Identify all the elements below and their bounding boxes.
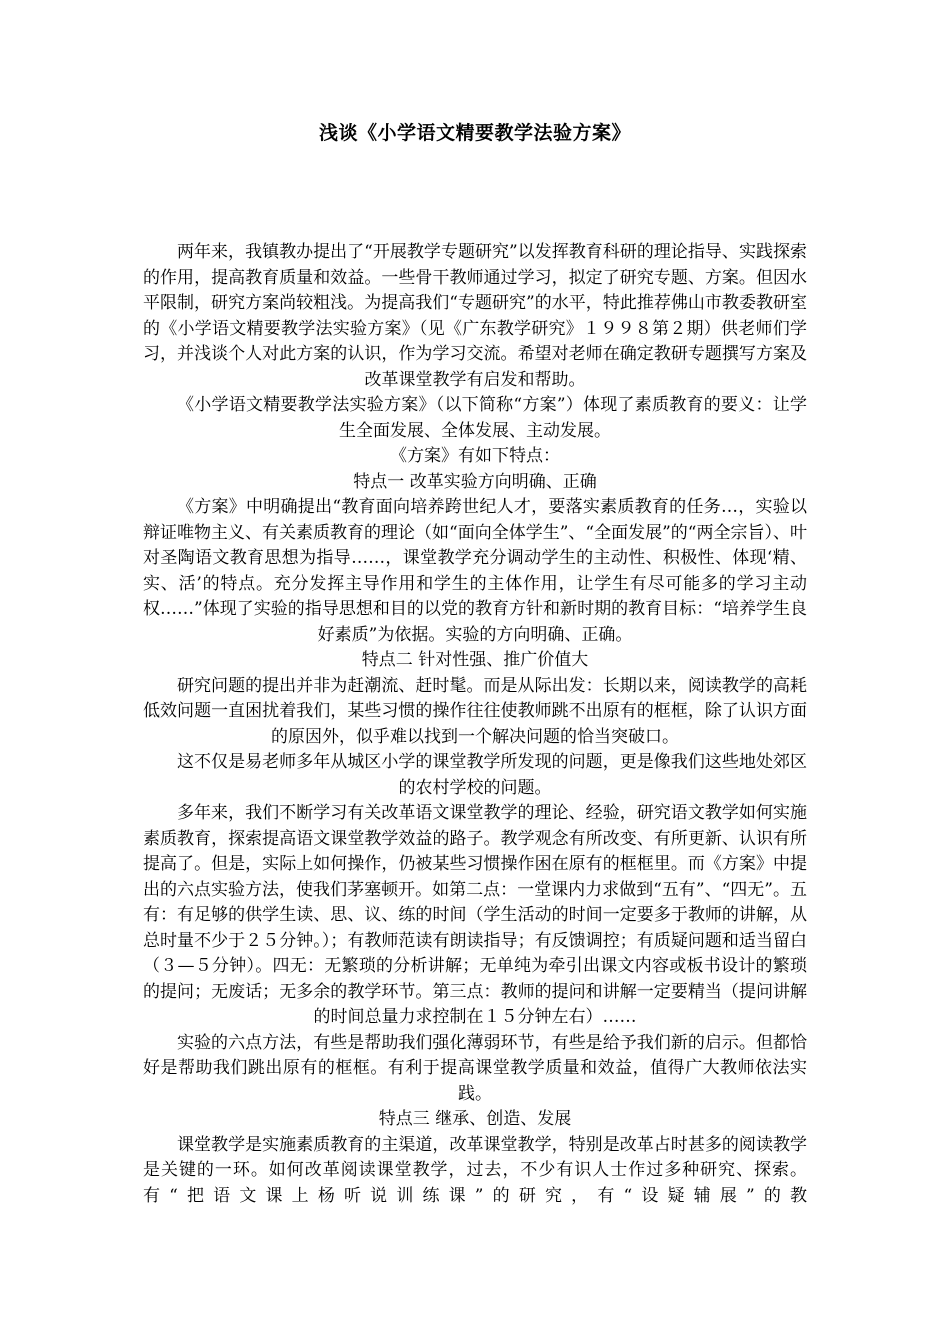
paragraph-feature-2d: 实验的六点方法，有些是帮助我们强化薄弱环节，有些是给予我们新的启示。但都恰好是帮助我们跳出原有的框框。有利于提高课堂教学质量和效益，值得广大教师依法实践。 [143, 1032, 807, 1104]
section-heading-2: 特点二 针对性强、推广价值大 [361, 650, 589, 670]
paragraph-feature-2b: 这不仅是易老师多年从城区小学的课堂教学所发现的问题，更是像我们这些地处郊区的农村学校的问题。 [177, 752, 807, 798]
document-body [143, 240, 807, 1209]
section-heading-3: 特点三 继承、创造、发展 [378, 1109, 572, 1129]
document-page [143, 118, 807, 1209]
paragraph-feature-3: 课堂教学是实施素质教育的主渠道，改革课堂教学，特别是改革占时甚多的阅读教学是关键的一环。如何改革阅读课堂教学，过去，不少有识人士作过多种研究、探索。有“把语文课上杨听说训练课”的研究，有“设疑辅展”的教 [143, 1134, 807, 1206]
paragraph-summary: 《小学语文精要教学法实验方案》（以下简称“方案”）体现了素质教育的要义：让学生全面发展、全体发展、主动发展。 [177, 395, 807, 441]
paragraph-intro: 两年来，我镇教办提出了“开展教学专题研究”以发挥教育科研的理论指导、实践探索的作用，提高教育质量和效益。一些骨干教师通过学习，拟定了研究专题、方案。但因水平限制，研究方案尚较粗浅。为提高我们“专题研究”的水平，特此推荐佛山市教委教研室的《小学语文精要教学法实验方案》（见《广东教学研究》１９９８第２期）供老师们学习，并浅谈个人对此方案的认识，作为学习交流。希望对老师在确定教研专题撰写方案及改革课堂教学有启发和帮助。 [143, 242, 807, 390]
document-title: 浅谈《小学语文精要教学法验方案》 [318, 122, 631, 144]
paragraph-feature-2c: 多年来，我们不断学习有关改革语文课堂教学的理论、经验，研究语文教学如何实施素质教育，探索提高语文课堂教学效益的路子。教学观念有所改变、有所更新、认识有所提高了。但是，实际上如何操作，仍被某些习惯操作困在原有的框框里。而《方案》中提出的六点实验方法，使我们茅塞顿开。如第二点：一堂课内力求做到“五有”、“四无”。五有：有足够的供学生读、思、议、练的时间（学生活动的时间一定要多于教师的讲解，从总时量不少于２５分钟。）；有教师范读有朗读指导；有反馈调控；有质疑问题和适当留白（３—５分钟）。四无：无繁琐的分析讲解；无单纯为牵引出课文内容或板书设计的繁琐的提问；无废话；无多余的教学环节。第三点：教师的提问和讲解一定要精当（提问讲解的时间总量力求控制在１５分钟左右）…… [143, 803, 807, 1027]
paragraph-feature-1: 《方案》中明确提出“教育面向培养跨世纪人才，要落实素质教育的任务…，实验以辩证唯物主义、有关素质教育的理论（如“面向全体学生”、“全面发展”的“两全宗旨）、叶对圣陶语文教育思想为指导……，课堂教学充分调动学生的主动性、积极性、体现‘精、实、活’的特点。充分发挥主导作用和学生的主体作用，让学生有尽可能多的学习主动权……”体现了实验的指导思想和目的以党的教育方针和新时期的教育目标：“培养学生良好素质”为依据。实验的方向明确、正确。 [143, 497, 807, 645]
section-heading-1: 特点一 改革实验方向明确、正确 [353, 471, 597, 492]
paragraph-features-lead: 《方案》有如下特点： [390, 446, 560, 466]
paragraph-feature-2a: 研究问题的提出并非为赶潮流、赶时髦。而是从际出发：长期以来，阅读教学的高耗低效问题一直困扰着我们，某些习惯的操作往往使教师跳不出原有的框框，除了认识方面的原因外，似乎难以找到一个解决问题的恰当突破口。 [143, 675, 807, 747]
